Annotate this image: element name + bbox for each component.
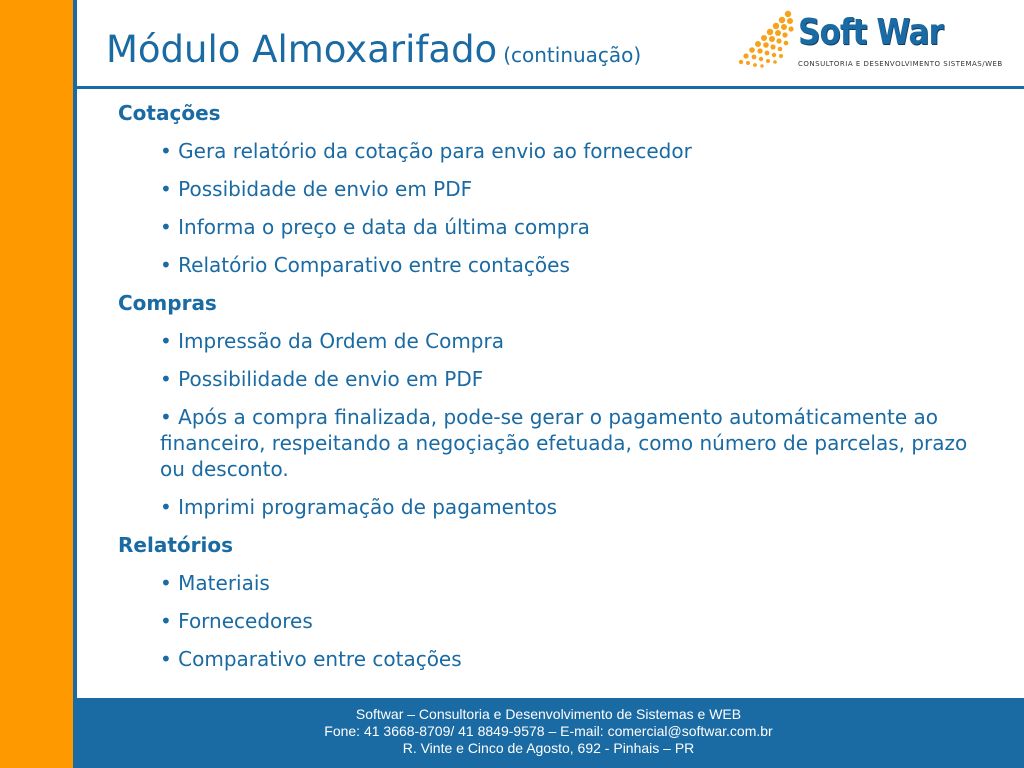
list-item: • Imprimi programação de pagamentos — [160, 495, 558, 519]
list-item: • Após a compra finalizada, pode-se gerar o pagamento automáticamente ao financeiro, respeitando a negoçiação efetuada, como número de parcelas, prazo ou desconto. — [160, 405, 968, 481]
section-compras — [118, 290, 978, 520]
logo-dots-icon — [738, 8, 796, 70]
list-item: • Impressão da Ordem de Compra — [160, 329, 504, 353]
title-divider — [77, 86, 1024, 89]
footer-contact-line: Fone: 41 3668-8709/ 41 8849-9578 – E-mail: comercial@softwar.com.br — [324, 723, 773, 739]
section-relatorios — [118, 532, 978, 672]
list-item: • Fornecedores — [160, 609, 313, 633]
list-item: • Materiais — [160, 571, 270, 595]
soft-war-logo — [738, 8, 1018, 74]
list-item: • Possibidade de envio em PDF — [160, 177, 473, 201]
logo-tagline: CONSULTORIA E DESENVOLVIMENTO SISTEMAS/WEB — [798, 60, 1003, 68]
list-item: • Relatório Comparativo entre contações — [160, 253, 570, 277]
section-cotacoes — [118, 100, 978, 278]
left-accent-divider — [73, 0, 77, 698]
list-item: • Comparativo entre cotações — [160, 647, 462, 671]
slide-subtitle: (continuação) — [503, 43, 642, 67]
list-item: • Informa o preço e data da última compra — [160, 215, 590, 239]
bullet-list — [118, 328, 978, 520]
section-heading: Compras — [118, 291, 217, 315]
logo-wordmark: Soft War — [798, 12, 943, 53]
bullet-list — [118, 138, 978, 278]
list-item: • Possibilidade de envio em PDF — [160, 367, 484, 391]
slide-title — [106, 28, 641, 77]
list-item: • Gera relatório da cotação para envio ao fornecedor — [160, 139, 692, 163]
footer-company-line: Softwar – Consultoria e Desenvolvimento de Sistemas e WEB — [355, 706, 742, 722]
section-heading: Relatórios — [118, 533, 233, 557]
slide-content — [118, 100, 978, 684]
footer-bar — [73, 698, 1024, 768]
bullet-list — [118, 570, 978, 672]
left-accent-bar — [0, 0, 73, 768]
footer-address-line: R. Vinte e Cinco de Agosto, 692 - Pinhais – PR — [402, 740, 695, 756]
slide-title-main: Módulo Almoxarifado — [106, 28, 498, 71]
section-heading: Cotações — [118, 101, 221, 125]
